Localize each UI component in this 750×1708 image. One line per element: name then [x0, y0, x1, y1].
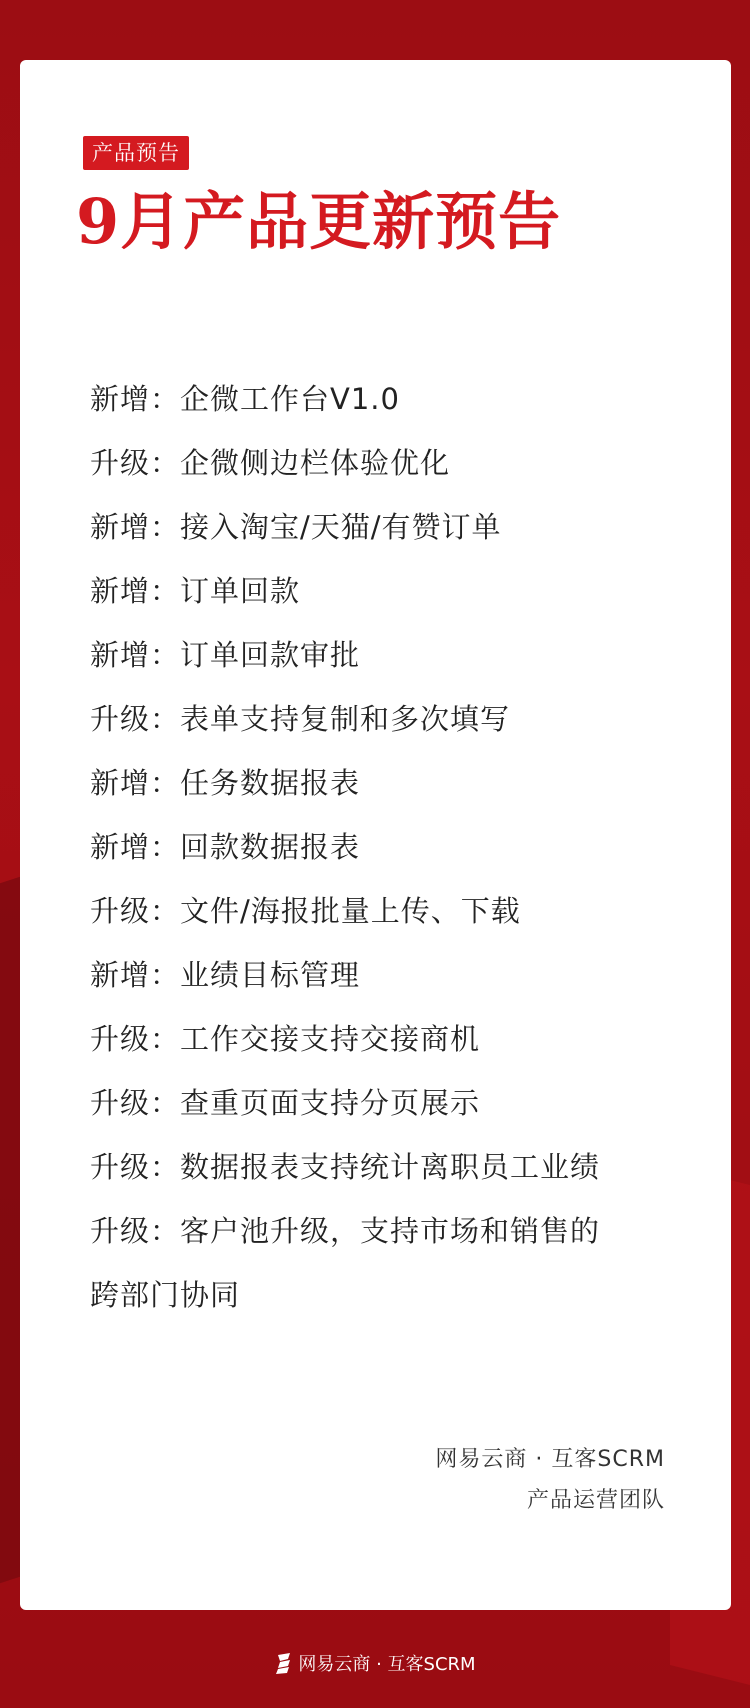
signature	[435, 1440, 665, 1522]
list-item: 升级：工作交接支持交接商机	[90, 1022, 481, 1056]
list-item: 升级：企微侧边栏体验优化	[90, 446, 451, 480]
list-item: 升级：表单支持复制和多次填写	[90, 702, 511, 736]
footer	[0, 1646, 750, 1680]
footer-brand-text: 网易云商 · 互客SCRM	[298, 1654, 476, 1675]
signature-company: 网易云商 · 互客SCRM	[435, 1447, 665, 1472]
list-item: 升级：查重页面支持分页展示	[90, 1086, 481, 1120]
category-tag: 产品预告	[83, 136, 189, 170]
list-item: 升级：数据报表支持统计离职员工业绩	[90, 1150, 601, 1184]
netease-yunshang-logo-icon	[274, 1651, 294, 1675]
announcement-card	[20, 60, 731, 1610]
list-item: 新增：任务数据报表	[90, 766, 361, 800]
list-item-continuation: 跨部门协同	[90, 1278, 241, 1312]
update-list	[90, 367, 690, 1327]
list-item: 新增：接入淘宝/天猫/有赞订单	[90, 510, 502, 544]
list-item: 新增：回款数据报表	[90, 830, 361, 864]
page-title: 9月产品更新预告	[76, 185, 562, 258]
list-item: 新增：企微工作台V1.0	[90, 382, 400, 416]
list-item: 新增：业绩目标管理	[90, 958, 361, 992]
list-item: 新增：订单回款	[90, 574, 301, 608]
list-item: 升级：文件/海报批量上传、下载	[90, 894, 521, 928]
list-item: 升级：客户池升级，支持市场和销售的	[90, 1214, 601, 1248]
signature-team: 产品运营团队	[526, 1488, 665, 1513]
list-item: 新增：订单回款审批	[90, 638, 361, 672]
